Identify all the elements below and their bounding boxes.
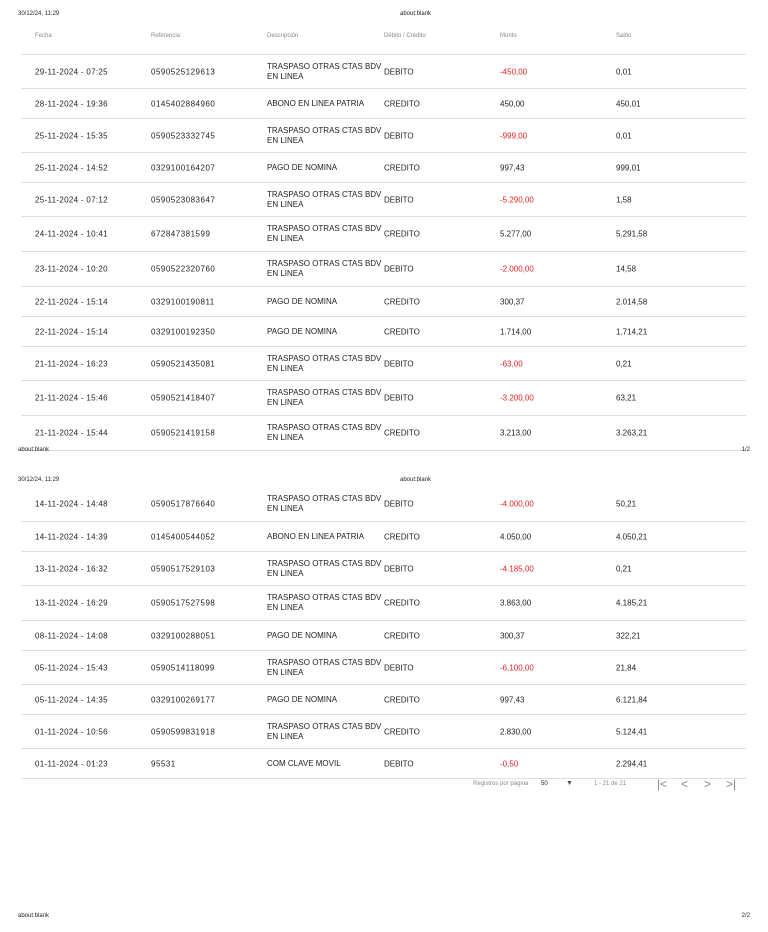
cell-monto: -0,50 bbox=[500, 759, 519, 768]
table-row[interactable] bbox=[21, 621, 746, 651]
cell-tipo: CREDITO bbox=[384, 229, 420, 239]
cell-fecha: 13-11-2024 - 16:29 bbox=[35, 598, 108, 608]
table-row[interactable] bbox=[21, 416, 746, 451]
table-row[interactable] bbox=[21, 252, 746, 287]
table-row[interactable] bbox=[21, 586, 746, 621]
cell-referencia: 0590517527598 bbox=[151, 598, 216, 608]
cell-referencia: 0590517876640 bbox=[151, 499, 216, 509]
table-row[interactable] bbox=[21, 487, 746, 522]
cell-monto: -4.185,00 bbox=[500, 564, 534, 573]
cell-referencia: 0590521435081 bbox=[151, 359, 216, 368]
cell-fecha: 24-11-2024 - 10:41 bbox=[35, 229, 108, 239]
cell-descripcion: TRASPASO OTRAS CTAS BDV EN LINEA bbox=[267, 593, 382, 612]
print-header-page2 bbox=[18, 477, 750, 487]
cell-monto: 2.830,00 bbox=[500, 727, 532, 736]
cell-descripcion: TRASPASO OTRAS CTAS BDV EN LINEA bbox=[267, 125, 382, 145]
cell-fecha: 22-11-2024 - 15:14 bbox=[35, 297, 108, 306]
cell-monto: -450,00 bbox=[500, 67, 528, 76]
cell-descripcion: PAGO DE NOMINA bbox=[267, 296, 338, 306]
cell-saldo: 322,21 bbox=[616, 631, 641, 640]
cell-saldo: 6.121,84 bbox=[616, 695, 648, 704]
table-row[interactable] bbox=[21, 749, 746, 779]
cell-tipo: DEBITO bbox=[384, 499, 414, 509]
cell-fecha: 08-11-2024 - 14:08 bbox=[35, 631, 108, 640]
rows-per-page-label: Registros por página bbox=[473, 781, 529, 787]
cell-tipo: CREDITO bbox=[384, 598, 420, 608]
cell-fecha: 28-11-2024 - 19:36 bbox=[35, 99, 108, 108]
cell-tipo: DEBITO bbox=[384, 393, 414, 403]
cell-monto: 300,37 bbox=[500, 631, 525, 640]
col-header-descripcion[interactable]: Descripción bbox=[267, 33, 299, 39]
transactions-table-page1 bbox=[21, 0, 746, 451]
cell-fecha: 13-11-2024 - 16:32 bbox=[35, 564, 108, 573]
cell-fecha: 21-11-2024 - 15:46 bbox=[35, 393, 108, 403]
cell-referencia: 0145402884960 bbox=[151, 99, 216, 108]
table-row[interactable] bbox=[21, 217, 746, 252]
cell-fecha: 25-11-2024 - 15:35 bbox=[35, 131, 108, 140]
cell-referencia: 0145400544052 bbox=[151, 532, 216, 541]
print-footer-title: about:blank bbox=[18, 447, 50, 453]
print-date: 30/12/24, 11:29 bbox=[18, 477, 60, 483]
cell-monto: -5.290,00 bbox=[500, 195, 534, 204]
chevron-down-icon[interactable]: ▼ bbox=[566, 780, 573, 787]
table-row[interactable] bbox=[21, 685, 746, 715]
cell-referencia: 0590514118099 bbox=[151, 663, 215, 672]
table-row[interactable] bbox=[21, 552, 746, 586]
table-row[interactable] bbox=[21, 153, 746, 183]
cell-saldo: 50,21 bbox=[616, 499, 637, 509]
table-body-page2 bbox=[21, 487, 746, 779]
cell-referencia: 0329100192350 bbox=[151, 327, 216, 336]
print-page-number: 1/2 bbox=[741, 447, 750, 453]
table-row[interactable] bbox=[21, 381, 746, 416]
col-header-monto[interactable]: Monto bbox=[500, 33, 517, 39]
table-row[interactable] bbox=[21, 651, 746, 685]
print-title: about:blank bbox=[400, 11, 432, 17]
cell-tipo: DEBITO bbox=[384, 564, 414, 573]
cell-saldo: 63,21 bbox=[616, 393, 637, 403]
cell-descripcion: TRASPASO OTRAS CTAS BDV EN LINEA bbox=[267, 721, 382, 741]
cell-referencia: 0329100269177 bbox=[151, 695, 216, 704]
cell-referencia: 672847381599 bbox=[151, 229, 211, 239]
print-footer-page2 bbox=[18, 913, 750, 923]
cell-referencia: 0590523332745 bbox=[151, 131, 216, 140]
rows-per-page-select[interactable]: 50 bbox=[541, 781, 548, 787]
transactions-table-page2 bbox=[21, 487, 746, 779]
cell-saldo: 2.294,41 bbox=[616, 759, 648, 768]
cell-monto: 300,37 bbox=[500, 297, 525, 306]
cell-descripcion: TRASPASO OTRAS CTAS BDV EN LINEA bbox=[267, 353, 382, 373]
table-header bbox=[21, 0, 746, 55]
cell-descripcion: TRASPASO OTRAS CTAS BDV EN LINEA bbox=[267, 657, 382, 677]
cell-descripcion: TRASPASO OTRAS CTAS BDV EN LINEA bbox=[267, 494, 382, 513]
cell-referencia: 0590523083647 bbox=[151, 195, 216, 204]
cell-monto: 1.714,00 bbox=[500, 327, 532, 336]
cell-tipo: DEBITO bbox=[384, 195, 414, 204]
cell-tipo: CREDITO bbox=[384, 99, 420, 108]
cell-descripcion: ABONO EN LINEA PATRIA bbox=[267, 531, 365, 541]
cell-monto: -2.000,00 bbox=[500, 264, 534, 274]
cell-saldo: 4.050,21 bbox=[616, 532, 648, 541]
cell-saldo: 5.291,58 bbox=[616, 229, 648, 239]
cell-fecha: 25-11-2024 - 07:12 bbox=[35, 195, 108, 204]
cell-saldo: 14,58 bbox=[616, 264, 637, 274]
print-footer-title: about:blank bbox=[18, 913, 50, 919]
cell-referencia: 0329100288051 bbox=[151, 631, 216, 640]
cell-referencia: 0590521419158 bbox=[151, 428, 216, 438]
cell-referencia: 0590522320760 bbox=[151, 264, 216, 274]
cell-descripcion: COM CLAVE MOVIL bbox=[267, 758, 341, 768]
print-page-number: 2/2 bbox=[741, 913, 750, 919]
cell-referencia: 0329100190811 bbox=[151, 297, 215, 306]
cell-referencia: 0590525129613 bbox=[151, 67, 216, 76]
cell-referencia: 0590517529103 bbox=[151, 564, 216, 573]
cell-fecha: 01-11-2024 - 10:56 bbox=[35, 727, 108, 736]
cell-referencia: 0590599831918 bbox=[151, 727, 216, 736]
table-row[interactable] bbox=[21, 317, 746, 347]
cell-fecha: 23-11-2024 - 10:20 bbox=[35, 264, 108, 274]
cell-saldo: 1.714,21 bbox=[616, 327, 648, 336]
cell-descripcion: TRASPASO OTRAS CTAS BDV EN LINEA bbox=[267, 259, 382, 278]
cell-monto: 997,43 bbox=[500, 695, 525, 704]
cell-tipo: CREDITO bbox=[384, 532, 420, 541]
cell-saldo: 5.124,41 bbox=[616, 727, 648, 736]
print-footer-page1 bbox=[18, 447, 750, 457]
cell-monto: 3.213,00 bbox=[500, 428, 532, 438]
col-header-referencia[interactable]: Referencia bbox=[151, 33, 181, 39]
cell-fecha: 14-11-2024 - 14:39 bbox=[35, 532, 108, 541]
cell-tipo: DEBITO bbox=[384, 759, 414, 768]
cell-monto: 3.863,00 bbox=[500, 598, 532, 608]
cell-saldo: 0,21 bbox=[616, 359, 632, 368]
cell-saldo: 2.014,58 bbox=[616, 297, 648, 306]
cell-saldo: 0,01 bbox=[616, 131, 632, 140]
cell-descripcion: PAGO DE NOMINA bbox=[267, 162, 338, 172]
table-body-page1 bbox=[21, 55, 746, 451]
cell-fecha: 25-11-2024 - 14:52 bbox=[35, 163, 108, 172]
cell-tipo: DEBITO bbox=[384, 359, 414, 368]
pagination-bar bbox=[473, 778, 743, 792]
pagination-range: 1 - 21 de 21 bbox=[594, 781, 627, 787]
cell-tipo: DEBITO bbox=[384, 264, 414, 274]
cell-monto: -999,00 bbox=[500, 131, 528, 140]
cell-referencia: 0590521418407 bbox=[151, 393, 216, 403]
cell-tipo: CREDITO bbox=[384, 631, 420, 640]
cell-tipo: CREDITO bbox=[384, 297, 420, 306]
cell-monto: -63,00 bbox=[500, 359, 523, 368]
cell-saldo: 450,01 bbox=[616, 99, 641, 108]
cell-tipo: CREDITO bbox=[384, 727, 420, 736]
cell-saldo: 21,84 bbox=[616, 663, 637, 672]
print-date: 30/12/24, 11:29 bbox=[18, 11, 60, 17]
cell-fecha: 05-11-2024 - 14:35 bbox=[35, 695, 108, 704]
cell-monto: -4.000,00 bbox=[500, 499, 534, 509]
table-row[interactable] bbox=[21, 55, 746, 89]
print-title: about:blank bbox=[400, 477, 432, 483]
cell-fecha: 21-11-2024 - 16:23 bbox=[35, 359, 108, 368]
cell-fecha: 22-11-2024 - 15:14 bbox=[35, 327, 108, 336]
cell-fecha: 29-11-2024 - 07:25 bbox=[35, 67, 108, 76]
cell-monto: 997,43 bbox=[500, 163, 525, 172]
cell-tipo: DEBITO bbox=[384, 663, 414, 672]
cell-descripcion: TRASPASO OTRAS CTAS BDV EN LINEA bbox=[267, 224, 382, 243]
cell-monto: -6.100,00 bbox=[500, 663, 534, 672]
cell-saldo: 0,01 bbox=[616, 67, 632, 76]
next-page-icon[interactable]: > bbox=[704, 777, 712, 791]
cell-saldo: 999,01 bbox=[616, 163, 641, 172]
cell-descripcion: TRASPASO OTRAS CTAS BDV EN LINEA bbox=[267, 61, 382, 81]
cell-tipo: DEBITO bbox=[384, 131, 414, 140]
table-row[interactable] bbox=[21, 183, 746, 217]
cell-tipo: CREDITO bbox=[384, 428, 420, 438]
cell-saldo: 4.185,21 bbox=[616, 598, 648, 608]
first-page-icon[interactable]: |< bbox=[657, 777, 668, 791]
cell-saldo: 0,21 bbox=[616, 564, 632, 573]
col-header-saldo[interactable]: Saldo bbox=[616, 33, 632, 39]
table-row[interactable] bbox=[21, 89, 746, 119]
cell-fecha: 14-11-2024 - 14:48 bbox=[35, 499, 108, 509]
cell-descripcion: TRASPASO OTRAS CTAS BDV EN LINEA bbox=[267, 558, 382, 578]
cell-descripcion: TRASPASO OTRAS CTAS BDV EN LINEA bbox=[267, 189, 382, 209]
cell-tipo: DEBITO bbox=[384, 67, 414, 76]
cell-descripcion: ABONO EN LINEA PATRIA bbox=[267, 98, 365, 108]
cell-fecha: 01-11-2024 - 01:23 bbox=[35, 759, 108, 768]
cell-fecha: 21-11-2024 - 15:44 bbox=[35, 428, 108, 438]
cell-referencia: 95531 bbox=[151, 759, 176, 768]
table-row[interactable] bbox=[21, 287, 746, 317]
cell-saldo: 1,58 bbox=[616, 195, 632, 204]
cell-descripcion: PAGO DE NOMINA bbox=[267, 326, 338, 336]
last-page-icon[interactable]: >| bbox=[726, 777, 737, 791]
col-header-fecha[interactable]: Fecha bbox=[35, 33, 52, 39]
table-row[interactable] bbox=[21, 347, 746, 381]
cell-tipo: CREDITO bbox=[384, 327, 420, 336]
cell-descripcion: PAGO DE NOMINA bbox=[267, 694, 338, 704]
cell-monto: -3.200,00 bbox=[500, 393, 534, 403]
cell-referencia: 0329100164207 bbox=[151, 163, 216, 172]
cell-descripcion: TRASPASO OTRAS CTAS BDV EN LINEA bbox=[267, 423, 382, 442]
cell-tipo: CREDITO bbox=[384, 695, 420, 704]
cell-saldo: 3.263,21 bbox=[616, 428, 648, 438]
table-row[interactable] bbox=[21, 522, 746, 552]
cell-descripcion: TRASPASO OTRAS CTAS BDV EN LINEA bbox=[267, 388, 382, 407]
cell-fecha: 05-11-2024 - 15:43 bbox=[35, 663, 108, 672]
table-row[interactable] bbox=[21, 119, 746, 153]
col-header-debito-credito[interactable]: Débito / Crédito bbox=[384, 33, 426, 39]
cell-tipo: CREDITO bbox=[384, 163, 420, 172]
cell-monto: 4.050,00 bbox=[500, 532, 532, 541]
prev-page-icon[interactable]: < bbox=[681, 777, 689, 791]
cell-monto: 5.277,00 bbox=[500, 229, 532, 239]
cell-monto: 450,00 bbox=[500, 99, 525, 108]
cell-descripcion: PAGO DE NOMINA bbox=[267, 630, 338, 640]
table-row[interactable] bbox=[21, 715, 746, 749]
